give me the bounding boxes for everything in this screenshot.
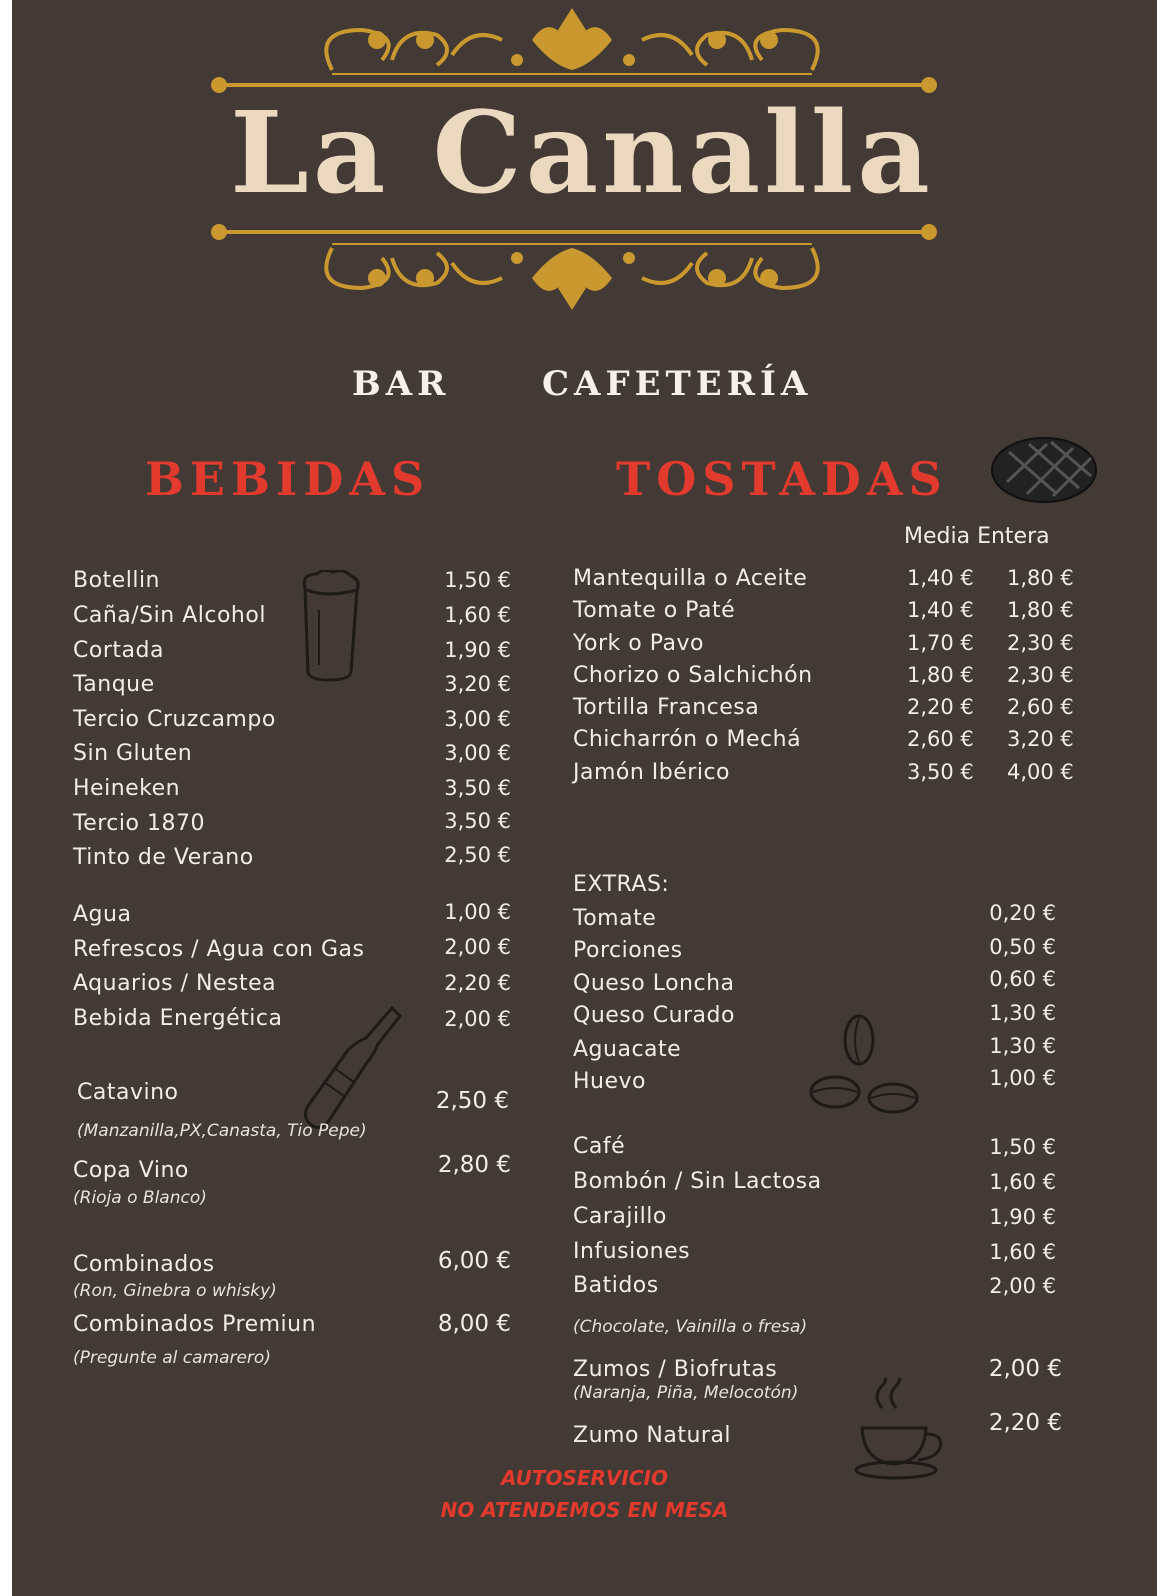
menu-item-price: 1,50 € xyxy=(444,568,511,592)
price-entera: 1,80 € xyxy=(1007,566,1074,590)
menu-item-name: Infusiones xyxy=(573,1239,691,1264)
menu-item-name: Porciones xyxy=(573,938,683,963)
footer-notice-line1: AUTOSERVICIO xyxy=(501,1466,668,1490)
menu-item-price: 1,30 € xyxy=(989,1034,1056,1058)
menu-item-name: Sin Gluten xyxy=(73,741,193,766)
menu-item-name: Queso Curado xyxy=(573,1003,735,1028)
menu-board xyxy=(12,0,1157,1596)
menu-item-name: Catavino xyxy=(77,1080,179,1105)
price-media: 2,60 € xyxy=(907,727,974,751)
menu-item-price: 3,00 € xyxy=(444,707,511,731)
menu-item-name: Bombón / Sin Lactosa xyxy=(573,1169,822,1194)
menu-item-price: 2,00 € xyxy=(444,935,511,959)
menu-item-note: (Rioja o Blanco) xyxy=(73,1188,207,1208)
menu-item-price: 1,90 € xyxy=(444,638,511,662)
price-entera: 3,20 € xyxy=(1007,727,1074,751)
menu-item-price: 1,90 € xyxy=(989,1205,1056,1229)
menu-item-name: Tercio Cruzcampo xyxy=(73,707,276,732)
section-title-tostadas: TOSTADAS xyxy=(616,452,948,506)
price-entera: 1,80 € xyxy=(1007,598,1074,622)
menu-item-name: Aquarios / Nestea xyxy=(73,971,277,996)
menu-item-name: Combinados Premiun xyxy=(73,1312,317,1337)
menu-item-name: Tinto de Verano xyxy=(73,845,254,870)
section-title-bebidas: BEBIDAS xyxy=(145,452,431,506)
price-entera: 2,30 € xyxy=(1007,631,1074,655)
menu-item-price: 3,20 € xyxy=(444,672,511,696)
menu-item-price: 1,00 € xyxy=(444,900,511,924)
menu-item-price: 2,20 € xyxy=(988,1410,1062,1436)
price-entera: 2,60 € xyxy=(1007,695,1074,719)
menu-item-price: 1,00 € xyxy=(989,1066,1056,1090)
menu-item-price: 3,00 € xyxy=(444,741,511,765)
menu-item-name: York o Pavo xyxy=(573,631,704,656)
menu-item-name: Tomate o Paté xyxy=(573,598,736,623)
menu-item-name: Botellin xyxy=(73,568,160,593)
menu-item-price: 1,30 € xyxy=(989,1001,1056,1025)
menu-item-note: (Ron, Ginebra o whisky) xyxy=(73,1281,277,1301)
menu-item-name: Tercio 1870 xyxy=(73,811,205,836)
menu-item-price: 2,00 € xyxy=(988,1356,1062,1382)
menu-item-price: 6,00 € xyxy=(437,1248,511,1274)
menu-item-price: 3,50 € xyxy=(444,809,511,833)
menu-item-name: Café xyxy=(573,1134,626,1159)
menu-item-price: 2,50 € xyxy=(435,1088,509,1114)
menu-item-name: Bebida Energética xyxy=(73,1006,283,1031)
menu-item-price: 0,20 € xyxy=(989,901,1056,925)
menu-item-price: 0,60 € xyxy=(989,967,1056,991)
footer-notice-line2: NO ATENDEMOS EN MESA xyxy=(440,1498,729,1522)
menu-item-price: 1,60 € xyxy=(444,603,511,627)
price-media: 1,40 € xyxy=(907,566,974,590)
menu-item-name: Combinados xyxy=(73,1252,215,1277)
menu-item-name: Huevo xyxy=(573,1069,647,1094)
price-entera: 2,30 € xyxy=(1007,663,1074,687)
menu-item-name: Queso Loncha xyxy=(573,971,735,996)
menu-item-name: Jamón Ibérico xyxy=(573,760,730,785)
menu-item-name: Batidos xyxy=(573,1273,659,1298)
menu-item-note: (Manzanilla,PX,Canasta, Tio Pepe) xyxy=(77,1121,367,1141)
menu-item-name: Zumo Natural xyxy=(573,1423,732,1448)
menu-item-name: Carajillo xyxy=(573,1204,667,1229)
menu-item-name: Heineken xyxy=(73,776,181,801)
coffee-beans-icon xyxy=(807,1012,927,1122)
menu-item-price: 1,50 € xyxy=(989,1135,1056,1159)
menu-item-name: Copa Vino xyxy=(73,1158,189,1183)
brand-name: La Canalla xyxy=(230,88,934,219)
menu-item-price: 2,50 € xyxy=(444,843,511,867)
menu-item-price: 3,50 € xyxy=(444,776,511,800)
menu-item-price: 2,00 € xyxy=(444,1007,511,1031)
extras-label: EXTRAS: xyxy=(573,872,670,897)
beer-glass-icon xyxy=(297,570,367,690)
menu-item-name: Tomate xyxy=(573,906,657,931)
menu-item-price: 1,60 € xyxy=(989,1170,1056,1194)
menu-item-name: Aguacate xyxy=(573,1037,682,1062)
price-entera: 4,00 € xyxy=(1007,760,1074,784)
price-media: 2,20 € xyxy=(907,695,974,719)
subtitle-bar: BAR xyxy=(352,364,451,404)
price-media: 1,70 € xyxy=(907,631,974,655)
bottle-icon xyxy=(294,1002,404,1132)
menu-item-name: Tanque xyxy=(73,672,155,697)
menu-item-price: 2,80 € xyxy=(437,1152,511,1178)
menu-item-note: (Naranja, Piña, Melocotón) xyxy=(573,1383,799,1403)
subtitle-cafeteria: CAFETERÍA xyxy=(542,364,813,404)
menu-item-note: (Pregunte al camarero) xyxy=(73,1348,271,1368)
bread-icon xyxy=(987,432,1102,512)
price-media: 1,80 € xyxy=(907,663,974,687)
price-media: 3,50 € xyxy=(907,760,974,784)
menu-item-name: Agua xyxy=(73,902,132,927)
menu-item-price: 0,50 € xyxy=(989,935,1056,959)
menu-item-name: Zumos / Biofrutas xyxy=(573,1357,778,1382)
price-media: 1,40 € xyxy=(907,598,974,622)
menu-item-name: Tortilla Francesa xyxy=(573,695,760,720)
menu-item-name: Refrescos / Agua con Gas xyxy=(73,937,365,962)
menu-item-note: (Chocolate, Vainilla o fresa) xyxy=(573,1317,808,1337)
menu-item-name: Chorizo o Salchichón xyxy=(573,663,813,688)
tostadas-column-header: Media Entera xyxy=(904,524,1050,549)
menu-item-price: 1,60 € xyxy=(989,1240,1056,1264)
menu-item-price: 8,00 € xyxy=(437,1311,511,1337)
menu-item-price: 2,00 € xyxy=(989,1274,1056,1298)
menu-item-name: Cortada xyxy=(73,638,164,663)
menu-item-name: Mantequilla o Aceite xyxy=(573,566,808,591)
menu-item-name: Chicharrón o Mechá xyxy=(573,727,802,752)
menu-item-name: Caña/Sin Alcohol xyxy=(73,603,266,628)
menu-item-price: 2,20 € xyxy=(444,971,511,995)
